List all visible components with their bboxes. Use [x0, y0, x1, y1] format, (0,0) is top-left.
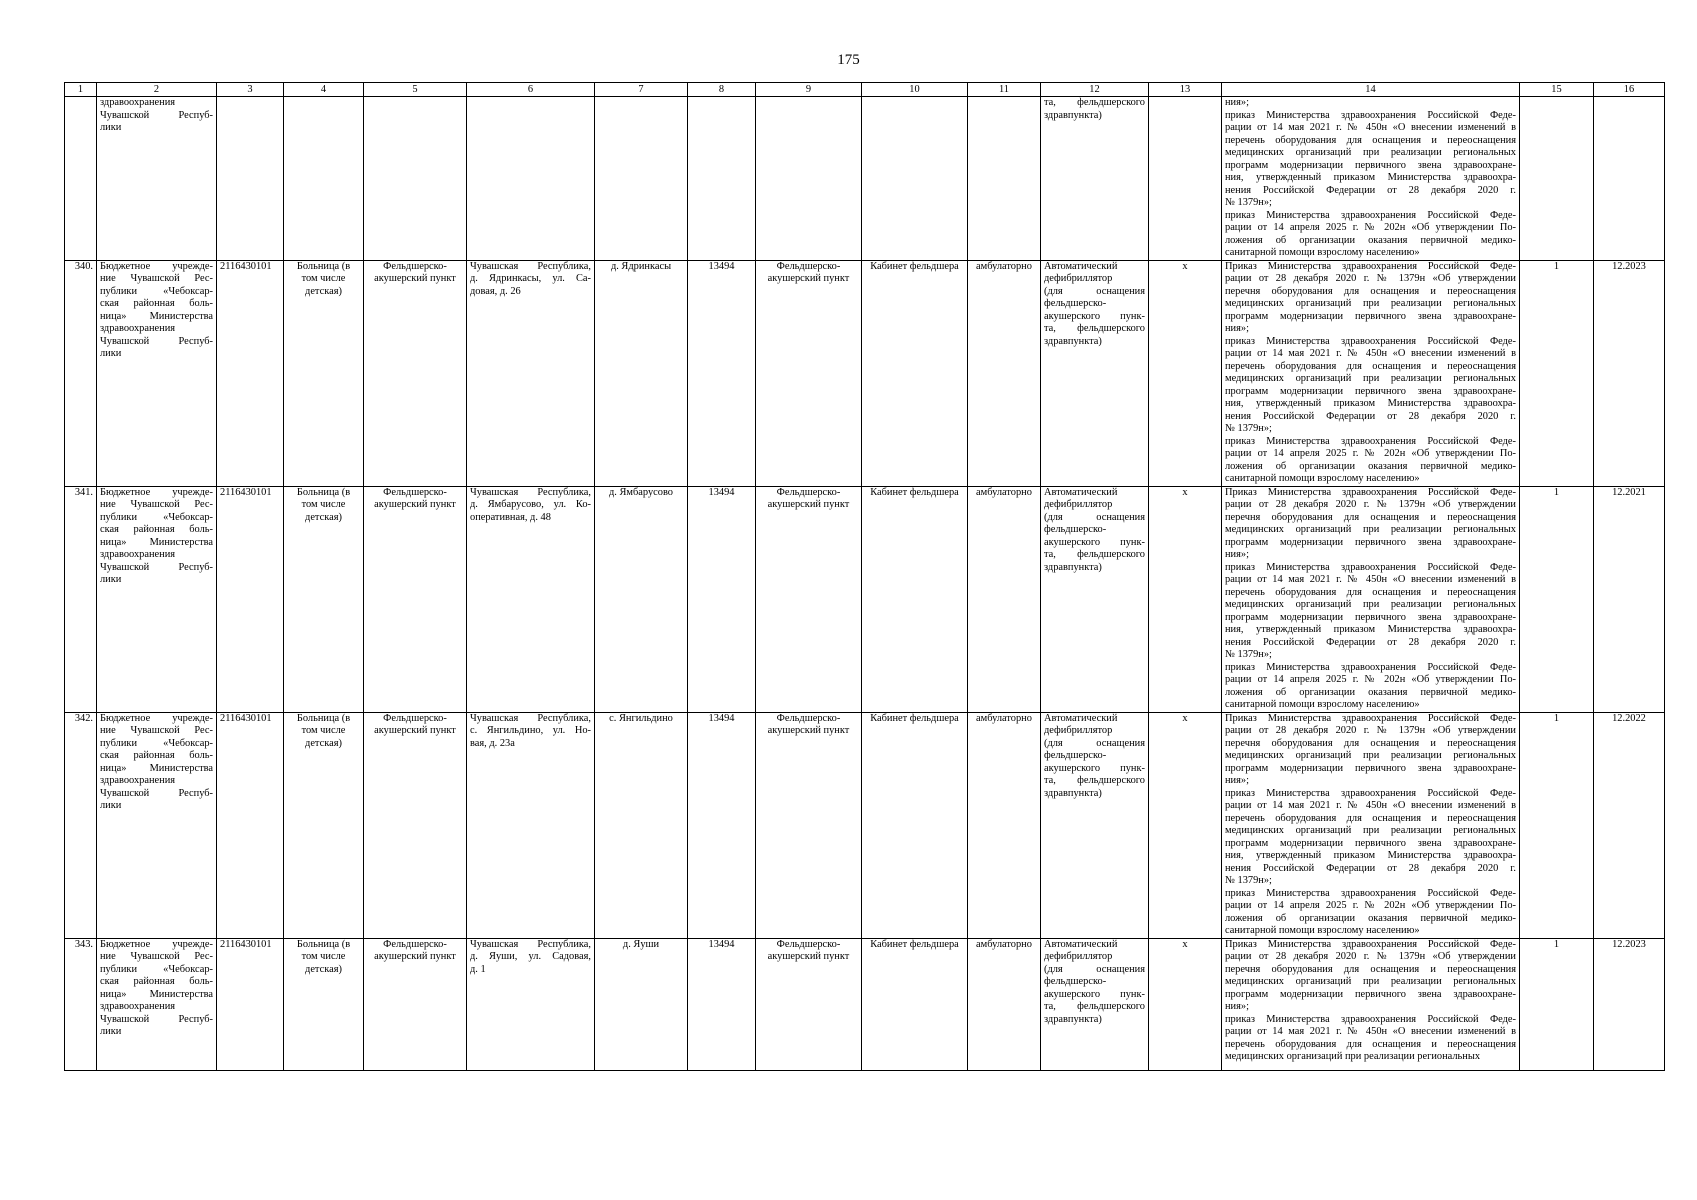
legal-basis: [1222, 260, 1520, 486]
column-number-14: 14: [1222, 83, 1520, 97]
text-line: перечень оборудования для оснащения и переоснащения: [1225, 1038, 1516, 1050]
date: 12.2022: [1594, 712, 1665, 938]
care-form: амбулаторно: [968, 486, 1041, 712]
column-number-13: 13: [1149, 83, 1222, 97]
text-line: ложения об организации оказания первичной медико-: [1225, 460, 1516, 472]
text-line: медицинских организаций при реализации региональных: [1225, 373, 1516, 384]
text-line: приказ Министерства здравоохранения Российской Феде-: [1225, 787, 1516, 799]
text-line: акушерского пунк-: [1044, 310, 1145, 322]
text-line: д. 1: [470, 963, 486, 975]
care-form: амбулаторно: [968, 712, 1041, 938]
text-line: санитарной помощи взрослому населению»: [1225, 699, 1420, 710]
text-line: том числе: [301, 273, 346, 284]
cell-col-3: [217, 97, 284, 261]
text-line: ния»;: [1225, 775, 1249, 786]
text-line: ния, утвержденный приказом Министерства здравоохра-: [1225, 624, 1516, 635]
column-number-16: 16: [1594, 83, 1665, 97]
text-line: приказ Министерства здравоохранения Российской Феде-: [1225, 661, 1516, 673]
text-line: здравоохранения: [100, 323, 176, 334]
text-line: ние Чувашской Рес-: [100, 499, 213, 510]
facility-type: [284, 486, 364, 712]
text-line: лики: [100, 574, 122, 585]
column-number-12: 12: [1041, 83, 1149, 97]
text-line: рации от 14 апреля 2025 г. № 202н «Об утверждении По-: [1225, 900, 1516, 911]
text-line: ложения об организации оказания первичной медико-: [1225, 912, 1516, 924]
text-line: Приказ Министерства здравоохранения Российской Феде-: [1225, 486, 1516, 498]
address: [467, 712, 595, 938]
cell-col-16: [1594, 97, 1665, 261]
text-line: том числе: [301, 499, 346, 510]
text-line: приказ Министерства здравоохранения Российской Феде-: [1225, 887, 1516, 899]
text-line: программ модернизации первичного звена здравоохране-: [1225, 611, 1516, 623]
text-line: д. Яуши, ул. Садовая,: [470, 951, 591, 962]
column-number-row: [65, 83, 1665, 97]
text-line: здравпункта): [1044, 109, 1102, 121]
text-line: ния»;: [1225, 549, 1249, 560]
text-line: Фельдшерско-: [776, 938, 841, 950]
code: 13494: [688, 260, 756, 486]
code: 13494: [688, 712, 756, 938]
text-line: ская районная боль-: [100, 976, 213, 987]
text-line: здравпункта): [1044, 1013, 1102, 1025]
settlement: д. Ямбарусово: [595, 486, 688, 712]
unit-name: [756, 712, 862, 938]
cell-col-12: [1041, 97, 1149, 261]
room-name: Кабинет фельдшера: [862, 712, 968, 938]
date: 12.2023: [1594, 938, 1665, 1070]
unit-name: [756, 260, 862, 486]
text-line: Бюджетное учрежде-: [100, 712, 213, 724]
text-line: Автоматический: [1044, 712, 1118, 724]
text-line: перечень оборудования для оснащения и переоснащения: [1225, 586, 1516, 598]
code: 13494: [688, 938, 756, 1070]
text-line: перечень оборудования для оснащения и переоснащения: [1225, 812, 1516, 824]
text-line: приказ Министерства здравоохранения Российской Феде-: [1225, 109, 1516, 121]
text-line: ница» Министерства: [100, 310, 213, 322]
row-number: 342.: [65, 712, 97, 938]
text-line: Автоматический: [1044, 486, 1118, 498]
organization-name: [97, 486, 217, 712]
column-number-7: 7: [595, 83, 688, 97]
room-name: Кабинет фельдшера: [862, 486, 968, 712]
text-line: акушерский пункт: [767, 273, 850, 284]
text-line: перечня оборудования для оснащения и переоснащения: [1225, 285, 1516, 297]
cell-col-9: [756, 97, 862, 261]
text-line: акушерский пункт: [374, 951, 456, 962]
column-number-6: 6: [467, 83, 595, 97]
unit-name: [756, 938, 862, 1070]
registry-table: [64, 82, 1665, 1071]
text-line: программ модернизации первичного звена здравоохране-: [1225, 385, 1516, 397]
text-line: рации от 14 апреля 2025 г. № 202н «Об утверждении По-: [1225, 448, 1516, 459]
settlement: д. Яуши: [595, 938, 688, 1070]
text-line: Больница (в: [296, 260, 351, 272]
column-number-1: 1: [65, 83, 97, 97]
text-line: акушерского пунк-: [1044, 762, 1145, 774]
organization-name: [97, 938, 217, 1070]
text-line: Больница (в: [296, 712, 351, 724]
text-line: рации от 14 мая 2021 г. № 450н «О внесении изменений в: [1225, 800, 1516, 811]
text-line: программ модернизации первичного звена здравоохране-: [1225, 159, 1516, 171]
text-line: Фельдшерско-: [776, 712, 841, 724]
legal-basis: [1222, 712, 1520, 938]
text-line: медицинских организаций при реализации региональных: [1225, 1051, 1481, 1062]
text-line: ния, утвержденный приказом Министерства здравоохра-: [1225, 398, 1516, 409]
text-line: Чувашской Респуб-: [100, 109, 213, 121]
text-line: перечень оборудования для оснащения и переоснащения: [1225, 134, 1516, 146]
facility-type: [284, 260, 364, 486]
text-line: ская районная боль-: [100, 298, 213, 309]
text-line: акушерского пунк-: [1044, 988, 1145, 1000]
text-line: Бюджетное учрежде-: [100, 486, 213, 498]
table-row-continuation: [65, 97, 1665, 261]
text-line: ние Чувашской Рес-: [100, 951, 213, 962]
text-line: рации от 14 апреля 2025 г. № 202н «Об утверждении По-: [1225, 674, 1516, 685]
table-row: [65, 712, 1665, 938]
text-line: нения Российской Федерации от 28 декабря 2020 г.: [1225, 184, 1516, 196]
column-number-5: 5: [364, 83, 467, 97]
equipment-name: [1041, 938, 1149, 1070]
text-line: № 1379н»;: [1225, 649, 1272, 660]
text-line: медицинских организаций при реализации региональных: [1225, 298, 1516, 309]
text-line: Больница (в: [296, 938, 351, 950]
text-line: фельдшерско-: [1044, 524, 1107, 535]
text-line: детская): [305, 285, 342, 297]
quantity: 1: [1520, 486, 1594, 712]
text-line: ская районная боль-: [100, 524, 213, 535]
text-line: ния, утвержденный приказом Министерства здравоохра-: [1225, 850, 1516, 861]
text-line: медицинских организаций при реализации региональных: [1225, 976, 1516, 987]
text-line: ница» Министерства: [100, 988, 213, 1000]
inn: 2116430101: [217, 712, 284, 938]
equipment-name: [1041, 712, 1149, 938]
text-line: том числе: [301, 951, 346, 962]
equipment-name: [1041, 260, 1149, 486]
cell-col-11: [968, 97, 1041, 261]
text-line: здравпункта): [1044, 561, 1102, 573]
text-line: медицинских организаций при реализации региональных: [1225, 524, 1516, 535]
text-line: приказ Министерства здравоохранения Российской Феде-: [1225, 435, 1516, 447]
quantity: 1: [1520, 712, 1594, 938]
text-line: вая, д. 23а: [470, 737, 515, 749]
text-line: дефибриллятор: [1044, 273, 1113, 284]
text-line: рации от 14 апреля 2025 г. № 202н «Об утверждении По-: [1225, 222, 1516, 233]
text-line: № 1379н»;: [1225, 423, 1272, 434]
text-line: Фельдшерско-: [383, 938, 447, 950]
text-line: (для оснащения: [1044, 963, 1145, 975]
text-line: рации от 28 декабря 2020 г. № 1379н «Об утверждении: [1225, 499, 1516, 510]
text-line: ложения об организации оказания первичной медико-: [1225, 234, 1516, 246]
text-line: ния»;: [1225, 323, 1249, 334]
text-line: рации от 28 декабря 2020 г. № 1379н «Об утверждении: [1225, 273, 1516, 284]
column-number-9: 9: [756, 83, 862, 97]
text-line: ница» Министерства: [100, 762, 213, 774]
text-line: та, фельдшерского: [1044, 97, 1145, 108]
legal-basis: [1222, 486, 1520, 712]
text-line: приказ Министерства здравоохранения Российской Феде-: [1225, 335, 1516, 347]
unit-name: [756, 486, 862, 712]
text-line: программ модернизации первичного звена здравоохране-: [1225, 988, 1516, 1000]
text-line: рации от 28 декабря 2020 г. № 1379н «Об утверждении: [1225, 725, 1516, 736]
text-line: здравоохранения: [100, 549, 176, 560]
text-line: с. Янгильдино, ул. Но-: [470, 725, 591, 736]
inn: 2116430101: [217, 938, 284, 1070]
facility-type: [284, 938, 364, 1070]
text-line: акушерский пункт: [374, 273, 456, 284]
room-name: Кабинет фельдшера: [862, 938, 968, 1070]
text-line: перечня оборудования для оснащения и переоснащения: [1225, 963, 1516, 975]
text-line: Фельдшерско-: [776, 260, 841, 272]
quantity: 1: [1520, 260, 1594, 486]
cell-col-2: [97, 97, 217, 261]
text-line: лики: [100, 1026, 122, 1037]
text-line: ская районная боль-: [100, 750, 213, 761]
cell-col-7: [595, 97, 688, 261]
text-line: ния, утвержденный приказом Министерства здравоохра-: [1225, 172, 1516, 183]
text-line: Автоматический: [1044, 938, 1118, 950]
text-line: здравпункта): [1044, 787, 1102, 799]
care-form: амбулаторно: [968, 938, 1041, 1070]
text-line: Чувашская Республика,: [470, 938, 591, 950]
subdivision-type: [364, 260, 467, 486]
subdivision-type: [364, 486, 467, 712]
column-number-2: 2: [97, 83, 217, 97]
text-line: Чувашской Респуб-: [100, 335, 213, 347]
text-line: детская): [305, 963, 342, 975]
text-line: ние Чувашской Рес-: [100, 725, 213, 736]
row-number: 341.: [65, 486, 97, 712]
text-line: Чувашская Республика,: [470, 486, 591, 498]
text-line: программ модернизации первичного звена здравоохране-: [1225, 762, 1516, 774]
text-line: приказ Министерства здравоохранения Российской Феде-: [1225, 561, 1516, 573]
text-line: та, фельдшерского: [1044, 775, 1145, 786]
text-line: дефибриллятор: [1044, 499, 1113, 510]
text-line: медицинских организаций при реализации региональных: [1225, 825, 1516, 836]
cell-col-6: [467, 97, 595, 261]
text-line: акушерский пункт: [767, 499, 850, 510]
text-line: рации от 14 мая 2021 г. № 450н «О внесении изменений в: [1225, 1026, 1516, 1037]
cell-col-5: [364, 97, 467, 261]
text-line: публики «Чебоксар-: [100, 737, 213, 749]
page-number: 175: [837, 52, 860, 68]
text-line: Приказ Министерства здравоохранения Российской Феде-: [1225, 260, 1516, 272]
text-line: программ модернизации первичного звена здравоохране-: [1225, 310, 1516, 322]
equipment-name: [1041, 486, 1149, 712]
text-line: Чувашской Респуб-: [100, 1013, 213, 1025]
column-number-4: 4: [284, 83, 364, 97]
text-line: Приказ Министерства здравоохранения Российской Феде-: [1225, 712, 1516, 724]
date: 12.2023: [1594, 260, 1665, 486]
text-line: рации от 14 мая 2021 г. № 450н «О внесении изменений в: [1225, 122, 1516, 133]
text-line: та, фельдшерского: [1044, 1001, 1145, 1012]
code: 13494: [688, 486, 756, 712]
text-line: Бюджетное учрежде-: [100, 260, 213, 272]
text-line: лики: [100, 800, 122, 811]
organization-name: [97, 260, 217, 486]
text-line: ложения об организации оказания первичной медико-: [1225, 686, 1516, 698]
text-line: публики «Чебоксар-: [100, 963, 213, 975]
text-line: фельдшерско-: [1044, 298, 1107, 309]
text-line: Приказ Министерства здравоохранения Российской Феде-: [1225, 938, 1516, 950]
text-line: № 1379н»;: [1225, 197, 1272, 208]
text-line: (для оснащения: [1044, 737, 1145, 749]
cell-col-13: [1149, 97, 1222, 261]
text-line: фельдшерско-: [1044, 750, 1107, 761]
mark: x: [1149, 712, 1222, 938]
text-line: Фельдшерско-: [776, 486, 841, 498]
text-line: санитарной помощи взрослому населению»: [1225, 473, 1420, 484]
text-line: нения Российской Федерации от 28 декабря 2020 г.: [1225, 862, 1516, 874]
text-line: акушерский пункт: [374, 725, 456, 736]
text-line: приказ Министерства здравоохранения Российской Феде-: [1225, 1013, 1516, 1025]
text-line: № 1379н»;: [1225, 875, 1272, 886]
text-line: рации от 14 мая 2021 г. № 450н «О внесении изменений в: [1225, 574, 1516, 585]
text-line: Чувашская Республика,: [470, 712, 591, 724]
address: [467, 938, 595, 1070]
text-line: довая, д. 26: [470, 285, 521, 297]
settlement: с. Янгильдино: [595, 712, 688, 938]
table-row: [65, 260, 1665, 486]
text-line: ния»;: [1225, 1001, 1249, 1012]
quantity: 1: [1520, 938, 1594, 1070]
text-line: та, фельдшерского: [1044, 323, 1145, 334]
text-line: медицинских организаций при реализации региональных: [1225, 750, 1516, 761]
address: [467, 486, 595, 712]
text-line: публики «Чебоксар-: [100, 285, 213, 297]
text-line: лики: [100, 122, 122, 133]
table-row: [65, 938, 1665, 1070]
text-line: медицинских организаций при реализации региональных: [1225, 147, 1516, 158]
text-line: (для оснащения: [1044, 511, 1145, 523]
column-number-8: 8: [688, 83, 756, 97]
text-line: Автоматический: [1044, 260, 1118, 272]
text-line: Больница (в: [296, 486, 351, 498]
text-line: здравоохранения: [100, 1001, 176, 1012]
mark: x: [1149, 260, 1222, 486]
facility-type: [284, 712, 364, 938]
text-line: фельдшерско-: [1044, 976, 1107, 987]
text-line: санитарной помощи взрослому населению»: [1225, 247, 1420, 258]
text-line: перечня оборудования для оснащения и переоснащения: [1225, 737, 1516, 749]
text-line: акушерский пункт: [767, 725, 850, 736]
text-line: акушерский пункт: [767, 951, 850, 962]
subdivision-type: [364, 712, 467, 938]
text-line: ния»;: [1225, 97, 1249, 108]
text-line: Фельдшерско-: [383, 486, 447, 498]
text-line: Чувашская Республика,: [470, 260, 591, 272]
address: [467, 260, 595, 486]
inn: 2116430101: [217, 260, 284, 486]
cell-col-14: [1222, 97, 1520, 261]
cell-col-8: [688, 97, 756, 261]
text-line: программ модернизации первичного звена здравоохране-: [1225, 837, 1516, 849]
text-line: нения Российской Федерации от 28 декабря 2020 г.: [1225, 636, 1516, 648]
text-line: та, фельдшерского: [1044, 549, 1145, 560]
text-line: Чувашской Респуб-: [100, 787, 213, 799]
inn: 2116430101: [217, 486, 284, 712]
text-line: Чувашской Респуб-: [100, 561, 213, 573]
legal-basis: [1222, 938, 1520, 1070]
column-number-15: 15: [1520, 83, 1594, 97]
text-line: перечня оборудования для оснащения и переоснащения: [1225, 511, 1516, 523]
text-line: приказ Министерства здравоохранения Российской Феде-: [1225, 209, 1516, 221]
text-line: акушерский пункт: [374, 499, 456, 510]
cell-col-15: [1520, 97, 1594, 261]
row-number: 340.: [65, 260, 97, 486]
table-body: [65, 97, 1665, 1071]
text-line: оперативная, д. 48: [470, 511, 551, 523]
text-line: детская): [305, 737, 342, 749]
text-line: рации от 14 мая 2021 г. № 450н «О внесении изменений в: [1225, 348, 1516, 359]
room-name: Кабинет фельдшера: [862, 260, 968, 486]
column-number-11: 11: [968, 83, 1041, 97]
text-line: дефибриллятор: [1044, 951, 1113, 962]
text-line: рации от 28 декабря 2020 г. № 1379н «Об утверждении: [1225, 951, 1516, 962]
text-line: том числе: [301, 725, 346, 736]
text-line: д. Ядринкасы, ул. Са-: [470, 273, 591, 284]
text-line: дефибриллятор: [1044, 725, 1113, 736]
text-line: Фельдшерско-: [383, 712, 447, 724]
column-number-3: 3: [217, 83, 284, 97]
text-line: акушерского пунк-: [1044, 536, 1145, 548]
text-line: ние Чувашской Рес-: [100, 273, 213, 284]
column-number-10: 10: [862, 83, 968, 97]
table-row: [65, 486, 1665, 712]
text-line: публики «Чебоксар-: [100, 511, 213, 523]
text-line: лики: [100, 348, 122, 359]
subdivision-type: [364, 938, 467, 1070]
text-line: здравоохранения: [100, 775, 176, 786]
text-line: здравпункта): [1044, 335, 1102, 347]
text-line: перечень оборудования для оснащения и переоснащения: [1225, 360, 1516, 372]
text-line: Бюджетное учрежде-: [100, 938, 213, 950]
cell-col-1: [65, 97, 97, 261]
text-line: ница» Министерства: [100, 536, 213, 548]
mark: x: [1149, 486, 1222, 712]
organization-name: [97, 712, 217, 938]
cell-col-4: [284, 97, 364, 261]
text-line: (для оснащения: [1044, 285, 1145, 297]
text-line: детская): [305, 511, 342, 523]
care-form: амбулаторно: [968, 260, 1041, 486]
cell-col-10: [862, 97, 968, 261]
mark: x: [1149, 938, 1222, 1070]
text-line: санитарной помощи взрослому населению»: [1225, 925, 1420, 936]
text-line: д. Ямбарусово, ул. Ко-: [470, 499, 591, 510]
text-line: программ модернизации первичного звена здравоохране-: [1225, 536, 1516, 548]
text-line: здравоохранения: [100, 97, 176, 108]
row-number: 343.: [65, 938, 97, 1070]
date: 12.2021: [1594, 486, 1665, 712]
settlement: д. Ядринкасы: [595, 260, 688, 486]
text-line: медицинских организаций при реализации региональных: [1225, 599, 1516, 610]
text-line: Фельдшерско-: [383, 260, 447, 272]
text-line: нения Российской Федерации от 28 декабря 2020 г.: [1225, 410, 1516, 422]
